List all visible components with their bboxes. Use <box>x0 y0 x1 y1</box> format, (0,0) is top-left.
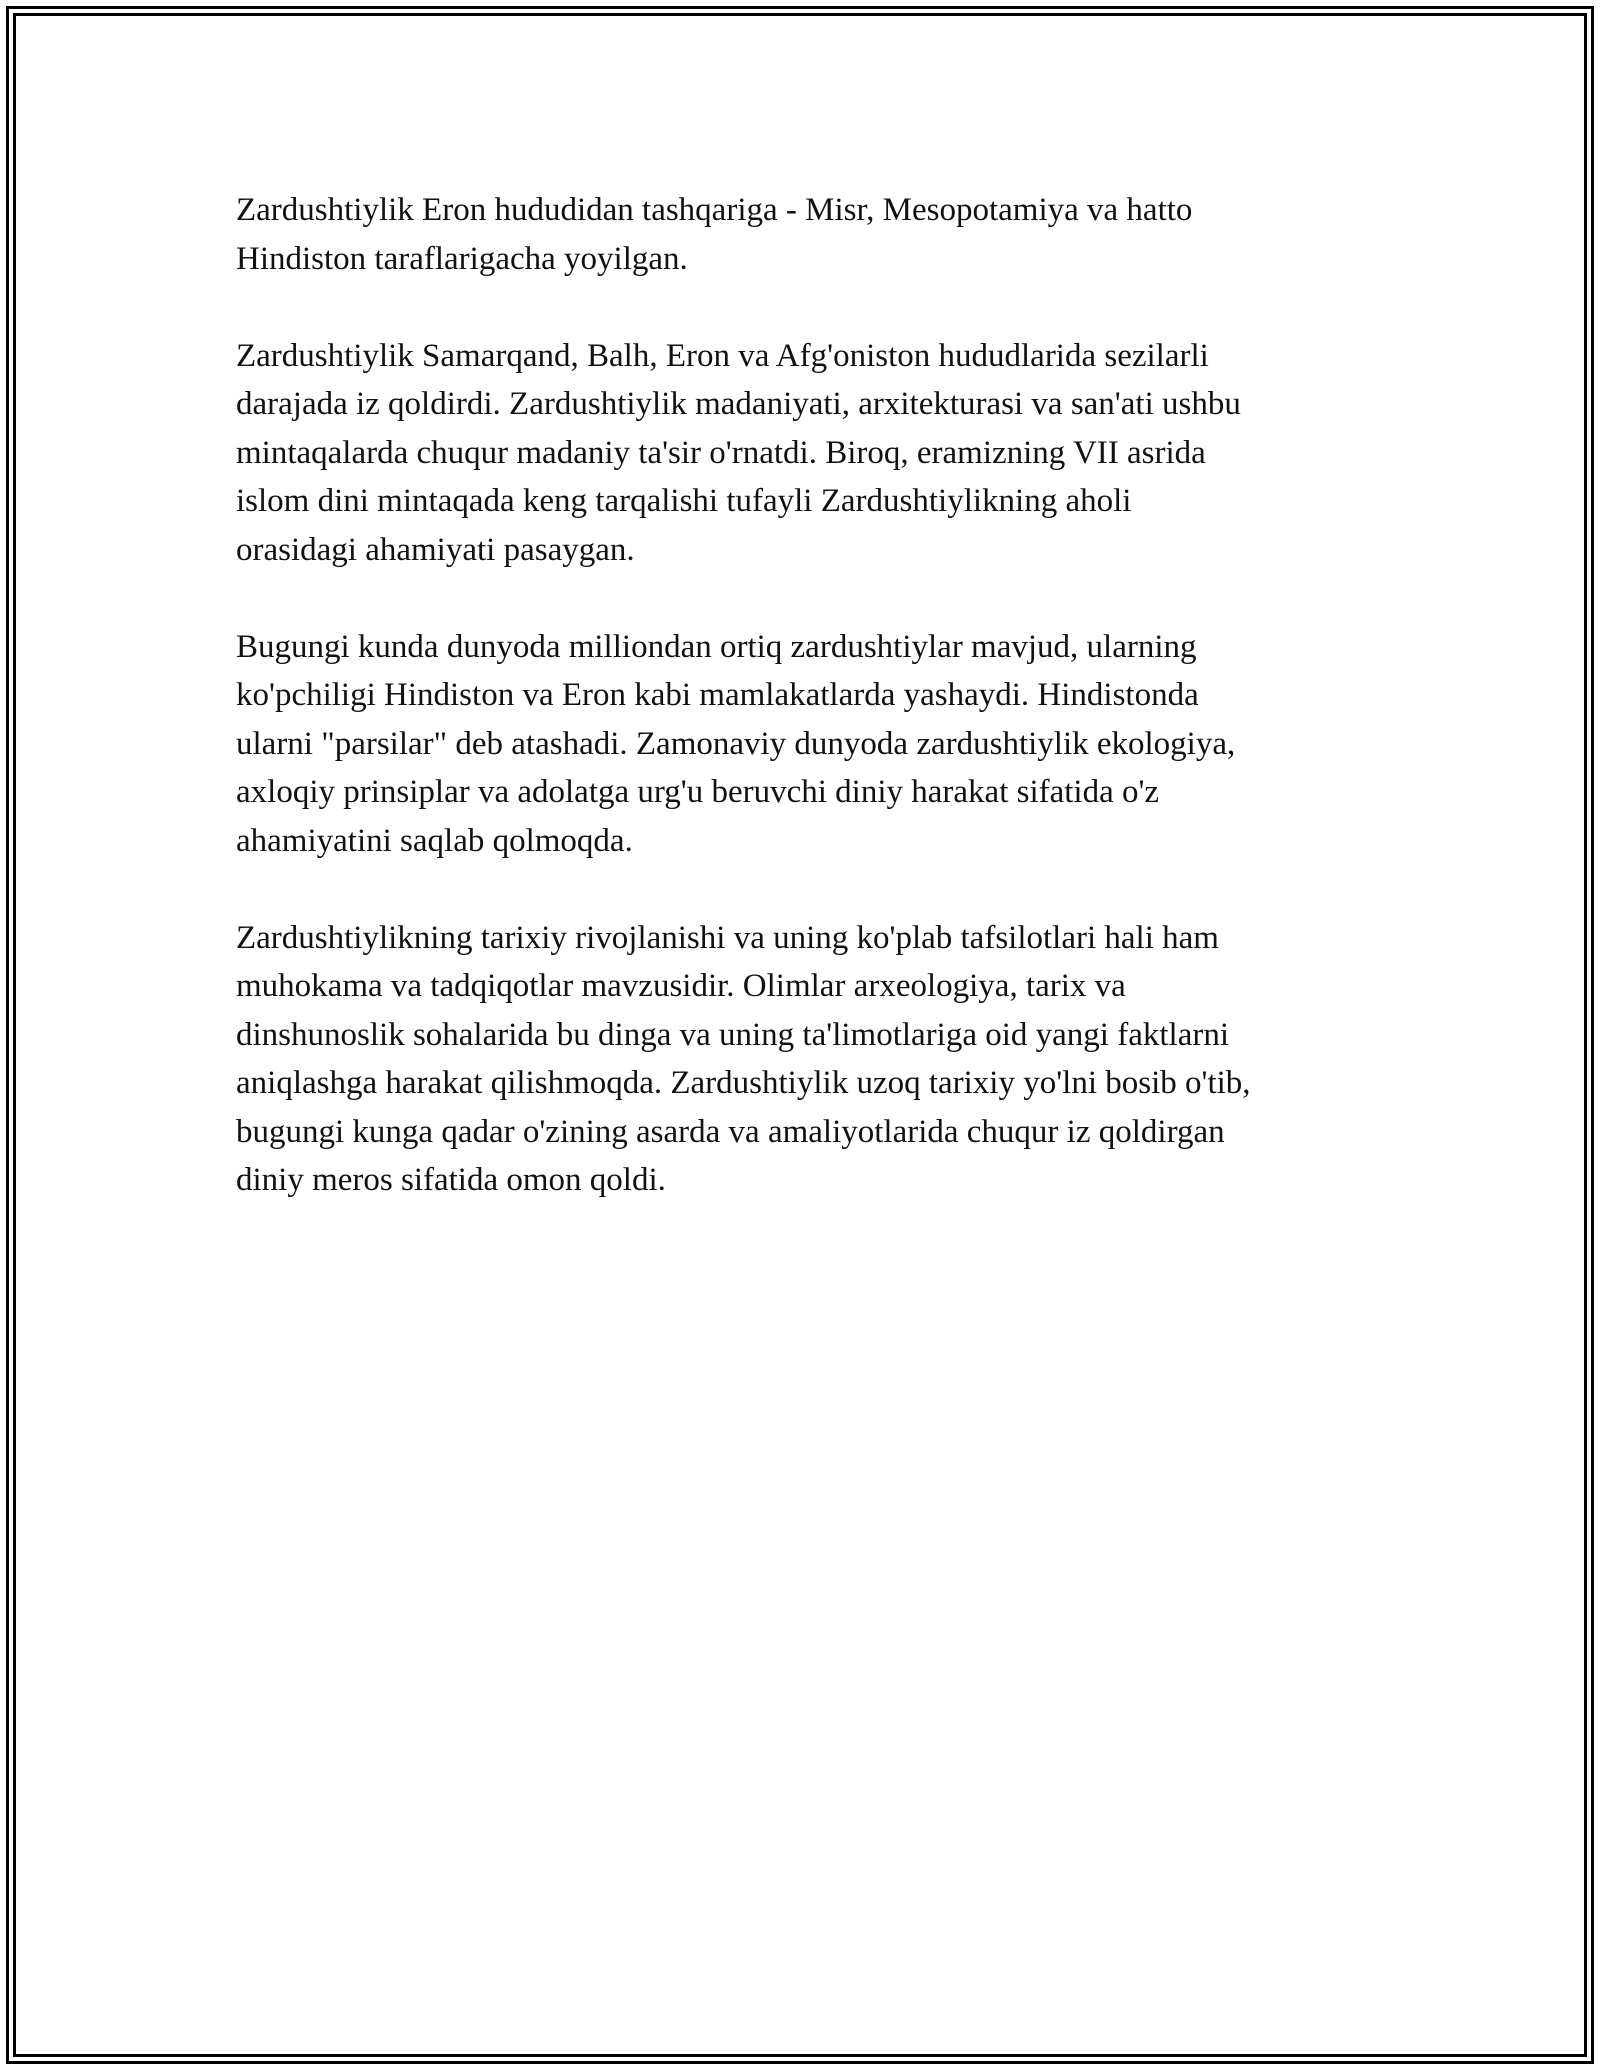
text-line: mintaqalarda chuqur madaniy ta'sir o'rnatdi. Biroq, eramizning VII asrida <box>236 434 1206 471</box>
paragraph-1 <box>236 186 1376 283</box>
text-line: bugungi kunga qadar o'zining asarda va amaliyotlarida chuqur iz qoldirgan <box>236 1113 1225 1150</box>
paragraph-2 <box>236 332 1376 575</box>
text-line: Zardushtiylik Eron hududidan tashqariga - Misr, Mesopotamiya va hatto <box>236 192 1193 228</box>
text-line: dinshunoslik sohalarida bu dinga va uning ta'limotlariga oid yangi faktlarni <box>236 1016 1229 1053</box>
paragraph-3 <box>236 623 1376 866</box>
text-line: axloqiy prinsiplar va adolatga urg'u beruvchi diniy harakat sifatida o'z <box>236 774 1160 810</box>
text-line: ahamiyatini saqlab qolmoqda. <box>236 822 633 859</box>
text-line: ularni "parsilar" deb atashadi. Zamonaviy dunyoda zardushtiylik ekologiya, <box>236 725 1236 762</box>
text-line: darajada iz qoldirdi. Zardushtiylik madaniyati, arxitekturasi va san'ati ushbu <box>236 386 1241 422</box>
text-line: diniy meros sifatida omon qoldi. <box>236 1162 666 1198</box>
text-line: ko'pchiligi Hindiston va Eron kabi mamlakatlarda yashaydi. Hindistonda <box>236 677 1199 713</box>
text-line: Bugungi kunda dunyoda milliondan ortiq zardushtiylar mavjud, ularning <box>236 628 1197 665</box>
text-line: aniqlashga harakat qilishmoqda. Zardushtiylik uzoq tarixiy yo'lni bosib o'tib, <box>236 1065 1251 1101</box>
text-line: orasidagi ahamiyati pasaygan. <box>236 531 635 568</box>
text-line: Zardushtiylik Samarqand, Balh, Eron va Afg'oniston hududlarida sezilarli <box>236 337 1209 374</box>
text-line: Hindiston taraflarigacha yoyilgan. <box>236 240 688 277</box>
text-line: muhokama va tadqiqotlar mavzusidir. Olimlar arxeologiya, tarix va <box>236 968 1126 1004</box>
paragraph-4 <box>236 914 1376 1205</box>
document-body <box>236 186 1376 1253</box>
text-line: islom dini mintaqada keng tarqalishi tufayli Zardushtiylikning aholi <box>236 483 1132 519</box>
text-line: Zardushtiylikning tarixiy rivojlanishi va uning ko'plab tafsilotlari hali ham <box>236 919 1219 956</box>
